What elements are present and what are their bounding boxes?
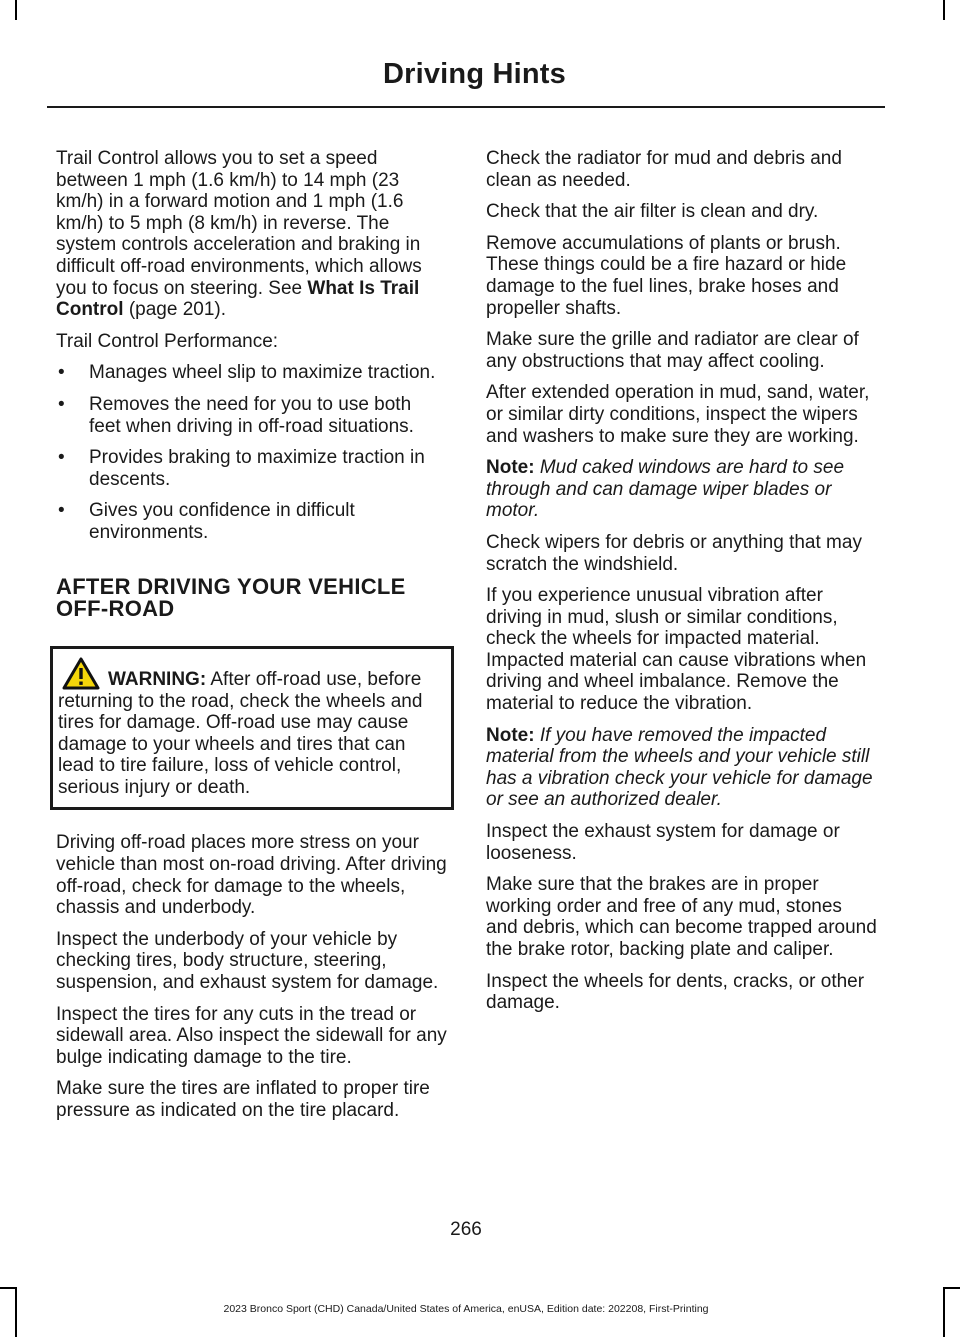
list-item: • Gives you confidence in difficult environments. [56, 500, 448, 543]
body-paragraph: Driving off-road places more stress on your vehicle than most on-road driving. After driving off-road, check for damage to the wheels, chassis and underbody. [56, 832, 447, 919]
list-item: • Removes the need for you to use both feet when driving in off-road situations. [56, 394, 448, 437]
intro-text: Trail Control allows you to set a speed between 1 mph (1.6 km/h) to 14 mph (23 km/h) in a forward motion and 1 mph (1.6 km/h) to 5 mph (8 km/h) in reverse. The system controls acceleration and braking in difficult off-road environments, which allows you to focus on steering. See [56, 148, 422, 299]
body-paragraph: Make sure the grille and radiator are clear of any obstructions that may affect cooling. [486, 329, 859, 372]
warning-text: After off-road use, before returning to the road, check the wheels and tires for damage. Off-road use may cause damage to your wheels and tires that can lead to tire failure, loss of vehicle control, serious injury or death. [58, 668, 423, 798]
header-divider [47, 106, 885, 108]
body-paragraph: Check the radiator for mud and debris and clean as needed. [486, 148, 842, 191]
body-paragraph: Inspect the wheels for dents, cracks, or other damage. [486, 970, 865, 1014]
trail-control-intro [56, 148, 448, 321]
right-column [486, 148, 878, 1024]
what-is-trail-control-link[interactable]: What Is Trail Control [56, 277, 420, 321]
performance-label: Trail Control Performance: [56, 330, 279, 352]
body-paragraph: Inspect the exhaust system for damage or looseness. [486, 821, 840, 864]
note-text: Mud caked windows are hard to see through and can damage wiper blades or motor. [486, 457, 845, 522]
body-paragraph: Check that the air filter is clean and dry. [486, 201, 819, 223]
note-paragraph [486, 457, 878, 522]
warning-triangle-icon [62, 657, 100, 691]
note-label: Note: [486, 724, 535, 746]
body-paragraph: Make sure the tires are inflated to proper tire pressure as indicated on the tire placard. [56, 1078, 430, 1121]
crop-mark-bottom-right-v [943, 1287, 945, 1337]
warning-label: WARNING: [108, 668, 207, 690]
page-reference: (page 201). [123, 299, 227, 321]
crop-mark-top-left [15, 0, 17, 20]
footer-edition-info: 2023 Bronco Sport (CHD) Canada/United States of America, enUSA, Edition date: 202208, First-Printing [223, 1303, 709, 1315]
body-paragraph: After extended operation in mud, sand, water, or similar dirty conditions, inspect the wipers and washers to make sure they are working. [486, 382, 870, 447]
page-number: 266 [450, 1219, 482, 1240]
left-column [56, 148, 448, 1132]
note-paragraph [486, 725, 878, 811]
body-paragraph: Make sure that the brakes are in proper working order and free of any mud, stones and debris, which can become trapped around the brake rotor, backing plate and caliper. [486, 874, 877, 960]
body-paragraph: Inspect the tires for any cuts in the tread or sidewall area. Also inspect the sidewall for any bulge indicating damage to the tire. [56, 1003, 447, 1068]
crop-mark-bottom-right-h [943, 1287, 960, 1289]
body-paragraph: Remove accumulations of plants or brush. These things could be a fire hazard or hide damage to the fuel lines, brake hoses and propeller shafts. [486, 232, 847, 319]
section-heading: AFTER DRIVING YOUR VEHICLE OFF-ROAD [56, 573, 406, 621]
note-label: Note: [486, 457, 535, 479]
warning-box [50, 646, 454, 811]
body-paragraph: Inspect the underbody of your vehicle by checking tires, body structure, steering, suspension, and exhaust system for damage. [56, 928, 439, 994]
crop-mark-top-right [943, 0, 945, 20]
list-item: • Provides braking to maximize traction in descents. [56, 447, 448, 490]
performance-list [56, 362, 448, 543]
body-paragraph: Check wipers for debris or anything that may scratch the windshield. [486, 531, 862, 575]
page-header-title: Driving Hints [382, 58, 566, 90]
body-paragraph: If you experience unusual vibration after driving in mud, slush or similar conditions, check the wheels for impacted material. Impacted material can cause vibrations when driving and wheel imbalance. Remove the material to reduce the vibration. [486, 585, 867, 715]
note-text: If you have removed the impacted material from the wheels and your vehicle still has a vibration check your vehicle for damage or see an authorized dealer. [486, 724, 873, 811]
list-item: • Manages wheel slip to maximize traction. [56, 362, 448, 384]
crop-mark-bottom-left-h [0, 1287, 17, 1289]
